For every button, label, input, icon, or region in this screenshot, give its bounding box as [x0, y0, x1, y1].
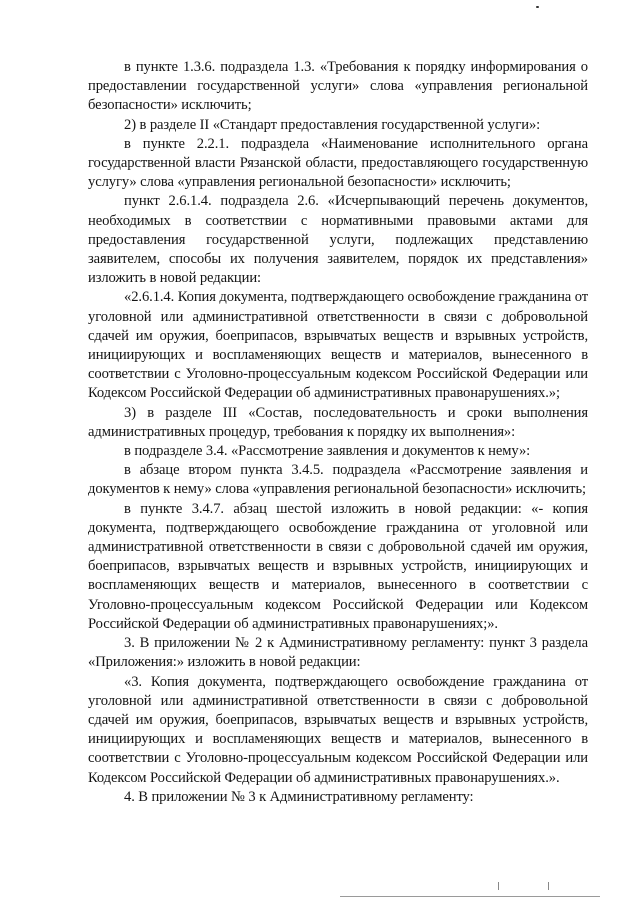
scan-mark	[536, 6, 539, 8]
paragraph-12: 4. В приложении № 3 к Административному регламенту:	[124, 788, 474, 805]
scan-artifact-tick	[498, 882, 499, 890]
paragraph-4: пункт 2.6.1.4. подраздела 2.6. «Исчерпывающий перечень документов, необходимых в соответствии с нормативными правовыми актами для предоставления государственной услуги, подлежащих представлению заявителем, способы их получения заявителем, порядок их представления» изложить в новой редакции:	[88, 193, 588, 287]
paragraph-11: «3. Копия документа, подтверждающего освобождение гражданина от уголовной или административной ответственности в связи с добровольной сдачей им оружия, боеприпасов, взрывчатых веществ и взрывных устройств, инициирующих и воспламеняющих веществ и материалов, вынесенного в соответствии с Уголовно-процессуальным кодексом Российской Федерации или Кодексом Российской Федерации об административных правонарушениях.».	[88, 673, 588, 786]
document-page	[88, 58, 588, 807]
paragraph-6: 3) в разделе III «Состав, последовательность и сроки выполнения административных процедур, требования к порядку их выполнения»:	[88, 404, 588, 440]
scan-artifact-tick	[548, 882, 549, 890]
paragraph-5: «2.6.1.4. Копия документа, подтверждающего освобождение гражданина от уголовной или административной ответственности в связи с добровольной сдачей им оружия, боеприпасов, взрывчатых веществ и взрывных устройств, инициирующих и воспламеняющих веществ и материалов, вынесенного в соответствии с Уголовно-процессуальным кодексом Российской Федерации или Кодексом Российской Федерации об административных правонарушениях.»;	[88, 289, 589, 402]
paragraph-2: 2) в разделе II «Стандарт предоставления государственной услуги»:	[124, 116, 541, 133]
page-bottom-rule	[340, 896, 600, 897]
paragraph-9: в пункте 3.4.7. абзац шестой изложить в новой редакции: «- копия документа, подтверждающего освобождение гражданина от уголовной или административной ответственности в связи с добровольной сдачей им оружия, боеприпасов, взрывчатых веществ и взрывных устройств, инициирующих и воспламеняющих веществ и материалов, вынесенного в соответствии с Уголовно-процессуальным кодексом Российской Федерации или Кодексом Российской Федерации об административных правонарушениях;».	[88, 500, 588, 632]
paragraph-7: в подразделе 3.4. «Рассмотрение заявления и документов к нему»:	[124, 443, 531, 460]
paragraph-3: в пункте 2.2.1. подраздела «Наименование исполнительного органа государственной власти Рязанской области, предоставляющего государственную услугу» слова «управления региональной безопасности» исключить;	[88, 135, 588, 191]
paragraph-10: 3. В приложении № 2 к Административному регламенту: пункт 3 раздела «Приложения:» изложить в новой редакции:	[88, 635, 588, 671]
paragraph-8: в абзаце втором пункта 3.4.5. подраздела «Рассмотрение заявления и документов к нему» слова «управления региональной безопасности» исключить;	[88, 462, 588, 498]
paragraph-1: в пункте 1.3.6. подраздела 1.3. «Требования к порядку информирования о предоставлении государственной услуги» слова «управления региональной безопасности» исключить;	[88, 59, 588, 114]
